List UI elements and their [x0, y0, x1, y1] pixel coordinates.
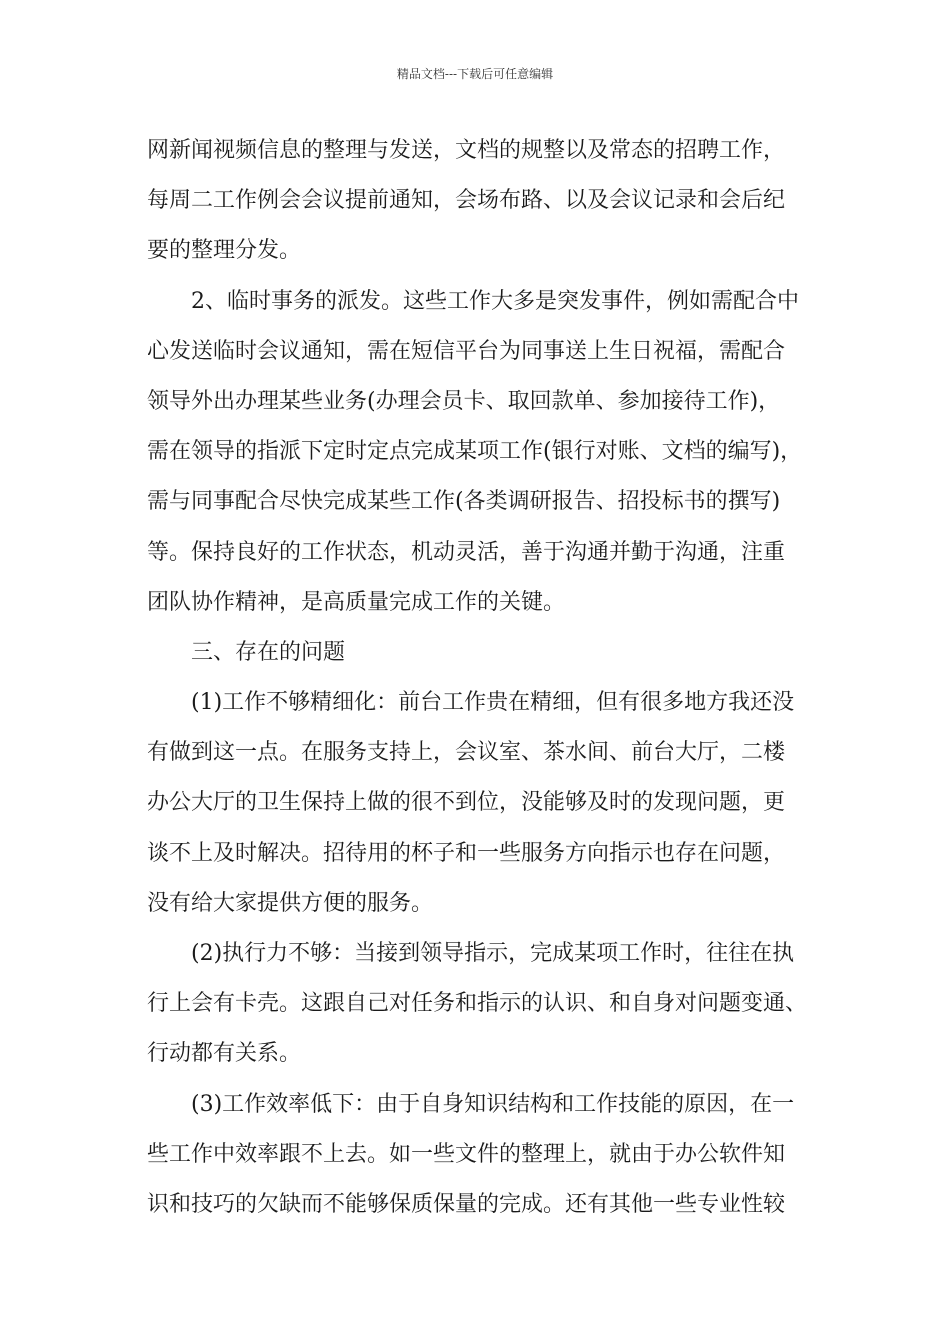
text-line: 等。保持良好的工作状态，机动灵活，善于沟通并勤于沟通，注重 — [147, 539, 786, 565]
text-line: 要的整理分发。 — [147, 238, 302, 264]
text-line: 没有给大家提供方便的服务。 — [147, 890, 434, 916]
text-line: 些工作中效率跟不上去。如一些文件的整理上，就由于办公软件知 — [147, 1141, 786, 1167]
text-line: 网新闻视频信息的整理与发送，文档的规整以及常态的招聘工作， — [147, 138, 786, 163]
text-line: 识和技巧的欠缺而不能够保质保量的完成。还有其他一些专业性较 — [147, 1191, 786, 1217]
text-line: 每周二工作例会会议提前通知，会场布路、以及会议记录和会后纪 — [147, 188, 786, 214]
text-line: 需与同事配合尽快完成某些工作(各类调研报告、招投标书的撰写) — [147, 489, 781, 515]
text-line: 2、临时事务的派发。这些工作大多是突发事件，例如需配合中 — [191, 288, 799, 314]
text-line: 行动都有关系。 — [147, 1041, 302, 1067]
text-line: (3)工作效率低下：由于自身知识结构和工作技能的原因，在一 — [191, 1091, 795, 1117]
text-line: 领导外出办理某些业务(办理会员卡、取回款单、参加接待工作)， — [147, 388, 781, 414]
text-line: 有做到这一点。在服务支持上，会议室、茶水间、前台大厅，二楼 — [147, 740, 786, 766]
page-header: 精品文档---下载后可任意编辑 — [396, 67, 554, 81]
text-line: 心发送临时会议通知，需在短信平台为同事送上生日祝福，需配合 — [147, 338, 786, 364]
text-line: 行上会有卡壳。这跟自己对任务和指示的认识、和自身对问题变通、 — [147, 991, 808, 1017]
text-line: (2)执行力不够：当接到领导指示，完成某项工作时，往往在执 — [191, 941, 795, 966]
document-body — [147, 126, 827, 1230]
text-line: 办公大厅的卫生保持上做的很不到位，没能够及时的发现问题，更 — [147, 790, 786, 816]
text-line: 谈不上及时解决。招待用的杯子和一些服务方向指示也存在问题， — [147, 840, 786, 866]
text-line: (1)工作不够精细化：前台工作贵在精细，但有很多地方我还没 — [191, 690, 795, 716]
text-line: 需在领导的指派下定时定点完成某项工作(银行对账、文档的编写)， — [147, 439, 803, 465]
text-line: 团队协作精神，是高质量完成工作的关键。 — [147, 589, 566, 615]
section-heading: 三、存在的问题 — [191, 639, 346, 665]
